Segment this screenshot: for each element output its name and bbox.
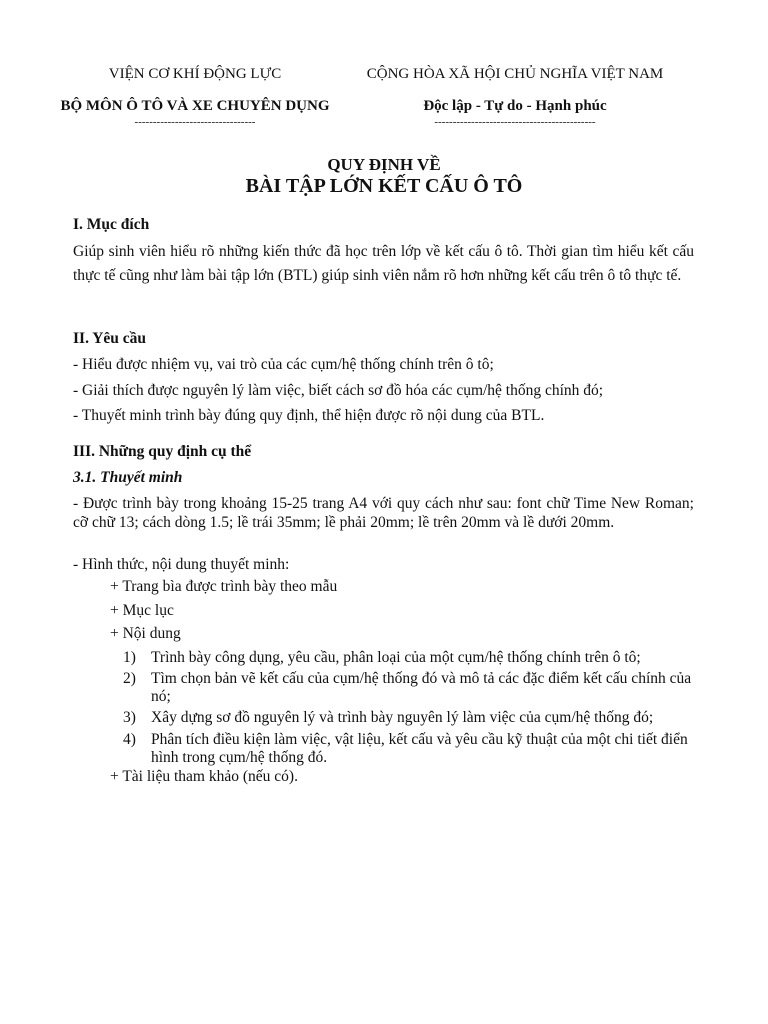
- item-number: 1): [123, 649, 136, 666]
- item-number: 2): [123, 670, 136, 687]
- item-number: 4): [123, 731, 136, 748]
- form-intro: - Hình thức, nội dung thuyết minh:: [73, 556, 290, 573]
- section2-heading: II. Yêu cầu: [73, 330, 147, 347]
- section1-heading: I. Mục đích: [73, 216, 150, 233]
- part-item: + Mục lục: [110, 602, 174, 619]
- item-text: Xây dựng sơ đồ nguyên lý và trình bày nguyên lý làm việc của cụm/hệ thống đó;: [151, 709, 654, 726]
- item-text: Phân tích điều kiện làm việc, vật liệu, kết cấu và yêu cầu kỹ thuật của một chi tiết điển hình trong cụm/hệ thống đó.: [151, 731, 688, 766]
- part-item: + Trang bìa được trình bày theo mẫu: [110, 578, 338, 595]
- item-number: 3): [123, 709, 136, 726]
- item-text: Trình bày công dụng, yêu cầu, phân loại của một cụm/hệ thống chính trên ô tô;: [151, 649, 641, 666]
- institute-name: VIỆN CƠ KHÍ ĐỘNG LỰC: [108, 66, 282, 82]
- requirement-item: - Thuyết minh trình bày đúng quy định, thể hiện được rõ nội dung của BTL.: [73, 407, 545, 424]
- requirement-item: - Hiểu được nhiệm vụ, vai trò của các cụm/hệ thống chính trên ô tô;: [73, 356, 494, 373]
- section1-body: Giúp sinh viên hiểu rõ những kiến thức đã học trên lớp về kết cấu ô tô. Thời gian tìm hiểu kết cấu thực tế cũng như làm bài tập lớn (BTL) giúp sinh viên nắm rõ hơn những kết cấu trên ô tô thực tế.: [73, 243, 694, 284]
- part-item: + Tài liệu tham khảo (nếu có).: [110, 768, 298, 785]
- requirement-item: - Giải thích được nguyên lý làm việc, biết cách sơ đồ hóa các cụm/hệ thống chính đó;: [73, 382, 604, 399]
- part-item: + Nội dung: [110, 625, 181, 642]
- section3-heading: III. Những quy định cụ thể: [73, 443, 252, 460]
- department-name: BỘ MÔN Ô TÔ VÀ XE CHUYÊN DỤNG: [60, 98, 330, 114]
- format-paragraph: - Được trình bày trong khoảng 15-25 trang A4 với quy cách như sau: font chữ Time New Roman; cỡ chữ 13; cách dòng 1.5; lề trái 35mm; lề phải 20mm; lề trên 20mm và lề dưới 20mm.: [73, 495, 694, 531]
- header-right-rule: --------------------------------------------: [434, 116, 596, 128]
- document-title-line1: QUY ĐỊNH VỀ: [327, 155, 441, 174]
- document-title-line2: BÀI TẬP LỚN KẾT CẤU Ô TÔ: [245, 175, 523, 197]
- item-text: Tìm chọn bản vẽ kết cấu của cụm/hệ thống đó và mô tả các đặc điểm kết cấu chính của nó;: [151, 670, 692, 705]
- national-title: CỘNG HÒA XÃ HỘI CHỦ NGHĨA VIỆT NAM: [366, 66, 664, 82]
- header-left-rule: ---------------------------------: [134, 116, 256, 128]
- national-motto: Độc lập - Tự do - Hạnh phúc: [423, 98, 607, 114]
- subsection-heading: 3.1. Thuyết minh: [73, 469, 183, 486]
